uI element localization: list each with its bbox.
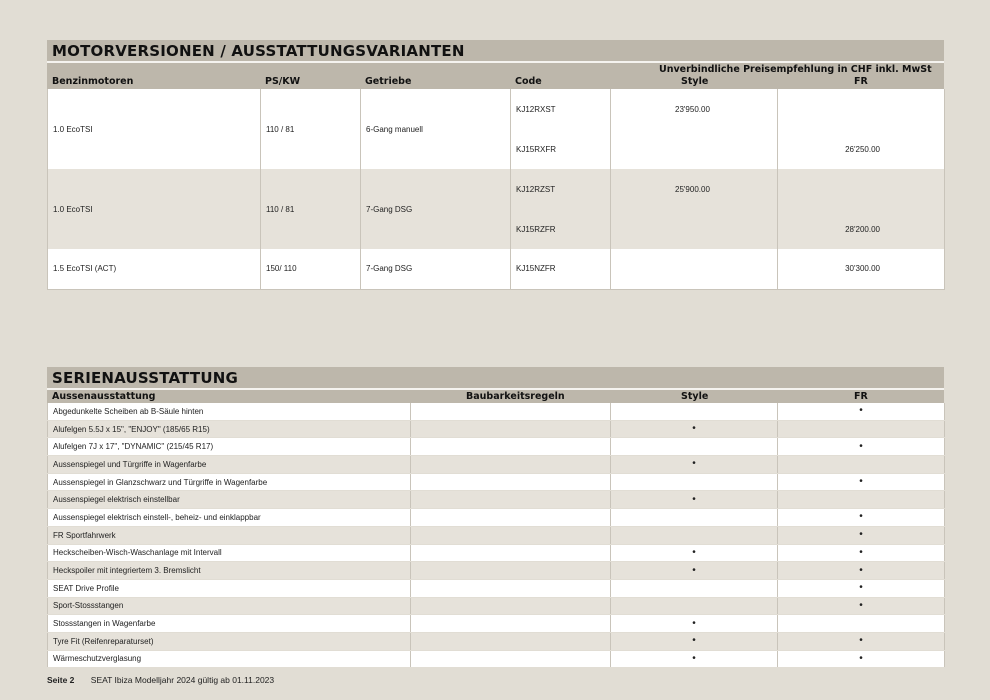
- rules-cell: [411, 420, 611, 438]
- style-availability: •: [611, 544, 778, 562]
- equipment-row: [48, 632, 945, 650]
- rules-cell: [411, 403, 611, 420]
- style-price-cell: 25'900.00: [611, 169, 778, 209]
- header-engine: Benzinmotoren: [52, 76, 134, 87]
- equipment-label: Abgedunkelte Scheiben ab B-Säule hinten: [48, 403, 411, 420]
- equipment-row: [48, 650, 945, 668]
- equipment-row: [48, 615, 945, 633]
- equipment-label: Aussenspiegel elektrisch einstell-, beheiz- und einklappbar: [48, 509, 411, 527]
- engine-cell: 1.0 EcoTSI: [48, 89, 261, 169]
- fr-price-cell: 30'300.00: [778, 249, 945, 289]
- code-cell: KJ15RZFR: [511, 209, 611, 249]
- code-cell: KJ15NZFR: [511, 249, 611, 289]
- gearbox-cell: 6-Gang manuell: [361, 89, 511, 169]
- fr-availability: •: [778, 597, 945, 615]
- fr-price-cell: 28'200.00: [778, 209, 945, 249]
- style-availability: •: [611, 632, 778, 650]
- motor-row: [48, 169, 945, 209]
- rules-cell: [411, 491, 611, 509]
- style-price-cell: 23'950.00: [611, 89, 778, 129]
- rules-cell: [411, 544, 611, 562]
- style-price-cell: [611, 249, 778, 289]
- equipment-row: [48, 473, 945, 491]
- header-style: Style: [681, 76, 709, 87]
- engine-cell: 1.5 EcoTSI (ACT): [48, 249, 261, 289]
- equipment-label: Alufelgen 7J x 17", "DYNAMIC" (215/45 R17): [48, 438, 411, 456]
- motor-section: [47, 40, 944, 290]
- equipment-row: [48, 491, 945, 509]
- equipment-label: Sport-Stossstangen: [48, 597, 411, 615]
- style-price-cell: [611, 129, 778, 169]
- equipment-row: [48, 562, 945, 580]
- equipment-row: [48, 544, 945, 562]
- equipment-label: Heckspoiler mit integriertem 3. Bremslicht: [48, 562, 411, 580]
- code-cell: KJ12RXST: [511, 89, 611, 129]
- style-availability: •: [611, 650, 778, 668]
- equipment-row: [48, 509, 945, 527]
- rules-cell: [411, 650, 611, 668]
- equipment-label: Heckscheiben-Wisch-Waschanlage mit Intervall: [48, 544, 411, 562]
- equipment-row: [48, 420, 945, 438]
- style-availability: [611, 526, 778, 544]
- code-cell: KJ12RZST: [511, 169, 611, 209]
- style-availability: [611, 579, 778, 597]
- equipment-row: [48, 579, 945, 597]
- fr-availability: •: [778, 526, 945, 544]
- pskw-cell: 150/ 110: [261, 249, 361, 289]
- motor-row: [48, 249, 945, 289]
- equipment-label: Stossstangen in Wagenfarbe: [48, 615, 411, 633]
- style-availability: [611, 597, 778, 615]
- equipment-label: Alufelgen 5.5J x 15", "ENJOY" (185/65 R15): [48, 420, 411, 438]
- rules-cell: [411, 597, 611, 615]
- footer-text: SEAT Ibiza Modelljahr 2024 gültig ab 01.11.2023: [90, 675, 275, 685]
- fr-availability: •: [778, 509, 945, 527]
- header-pskw: PS/KW: [265, 76, 301, 87]
- rules-cell: [411, 509, 611, 527]
- style-availability: •: [611, 420, 778, 438]
- equipment-table-header: [47, 390, 944, 403]
- fr-availability: •: [778, 562, 945, 580]
- fr-availability: •: [778, 632, 945, 650]
- page-number: Seite 2: [47, 675, 75, 685]
- style-availability: [611, 473, 778, 491]
- style-availability: [611, 509, 778, 527]
- motor-row: [48, 89, 945, 129]
- equipment-table: [47, 403, 945, 668]
- equipment-row: [48, 403, 945, 420]
- fr-availability: •: [778, 438, 945, 456]
- header-eq-fr: FR: [854, 391, 868, 402]
- fr-availability: [778, 420, 945, 438]
- engine-cell: 1.0 EcoTSI: [48, 169, 261, 249]
- fr-availability: •: [778, 579, 945, 597]
- style-availability: [611, 403, 778, 420]
- header-code: Code: [515, 76, 542, 87]
- rules-cell: [411, 438, 611, 456]
- equipment-label: Tyre Fit (Reifenreparaturset): [48, 632, 411, 650]
- equipment-row: [48, 438, 945, 456]
- rules-cell: [411, 473, 611, 491]
- equipment-label: Aussenspiegel und Türgriffe in Wagenfarbe: [48, 456, 411, 474]
- equipment-section-title: SERIENAUSSTATTUNG: [47, 367, 944, 390]
- fr-price-cell: 26'250.00: [778, 129, 945, 169]
- fr-availability: [778, 456, 945, 474]
- rules-cell: [411, 456, 611, 474]
- price-note: Unverbindliche Preisempfehlung in CHF inkl. MwSt: [659, 64, 932, 75]
- rules-cell: [411, 615, 611, 633]
- equipment-row: [48, 526, 945, 544]
- pskw-cell: 110 / 81: [261, 169, 361, 249]
- code-cell: KJ15RXFR: [511, 129, 611, 169]
- equipment-label: Wärmeschutzverglasung: [48, 650, 411, 668]
- motor-table: [47, 89, 945, 290]
- style-availability: •: [611, 562, 778, 580]
- gearbox-cell: 7-Gang DSG: [361, 249, 511, 289]
- fr-availability: •: [778, 544, 945, 562]
- rules-cell: [411, 526, 611, 544]
- style-availability: [611, 438, 778, 456]
- style-availability: •: [611, 491, 778, 509]
- pskw-cell: 110 / 81: [261, 89, 361, 169]
- style-availability: •: [611, 456, 778, 474]
- header-category: Aussenausstattung: [52, 391, 156, 402]
- equipment-label: Aussenspiegel elektrisch einstellbar: [48, 491, 411, 509]
- rules-cell: [411, 562, 611, 580]
- header-fr: FR: [854, 76, 868, 87]
- fr-availability: [778, 615, 945, 633]
- equipment-row: [48, 456, 945, 474]
- equipment-label: Aussenspiegel in Glanzschwarz und Türgriffe in Wagenfarbe: [48, 473, 411, 491]
- equipment-label: FR Sportfahrwerk: [48, 526, 411, 544]
- header-rules: Baubarkeitsregeln: [466, 391, 565, 402]
- fr-availability: [778, 491, 945, 509]
- rules-cell: [411, 579, 611, 597]
- fr-availability: •: [778, 473, 945, 491]
- style-availability: •: [611, 615, 778, 633]
- header-eq-style: Style: [681, 391, 709, 402]
- fr-price-cell: [778, 89, 945, 129]
- header-gearbox: Getriebe: [365, 76, 412, 87]
- footer: [47, 675, 274, 685]
- rules-cell: [411, 632, 611, 650]
- fr-price-cell: [778, 169, 945, 209]
- equipment-section: [47, 367, 944, 668]
- fr-availability: •: [778, 650, 945, 668]
- fr-availability: •: [778, 403, 945, 420]
- equipment-label: SEAT Drive Profile: [48, 579, 411, 597]
- motor-section-title: MOTORVERSIONEN / AUSSTATTUNGSVARIANTEN: [47, 40, 944, 63]
- motor-table-header: [47, 63, 944, 89]
- equipment-row: [48, 597, 945, 615]
- gearbox-cell: 7-Gang DSG: [361, 169, 511, 249]
- style-price-cell: [611, 209, 778, 249]
